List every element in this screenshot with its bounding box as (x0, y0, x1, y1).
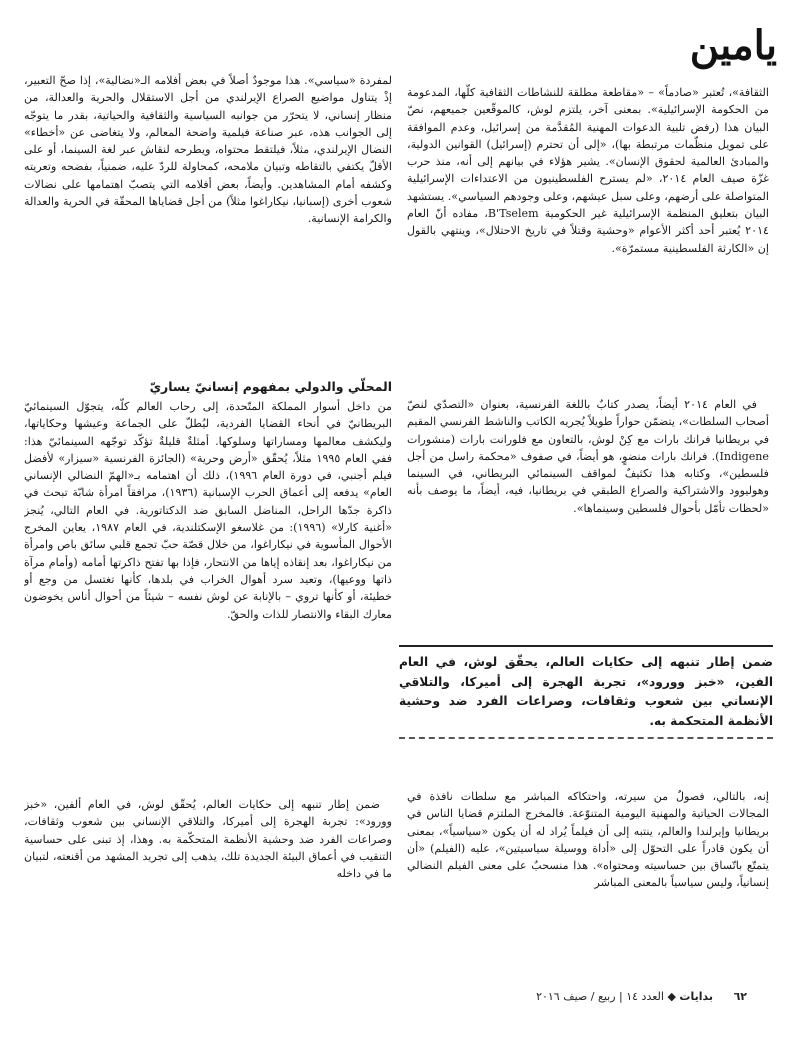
page-number: ٦٢ (733, 990, 747, 1003)
page-footer (0, 990, 799, 1010)
pull-quote-text: ضمن إطار تنبهه إلى حكايات العالم، يحقّق لوش، في العام الفين، «خبز وورود»، تجربة الهجرة إلى أميركا، والتلاقي الإنساني بين شعوب وثقافات، وصراعات الفرد ضد وحشية الأنظمة المتحكمة به. (399, 655, 773, 728)
body-paragraph: لمفردة «سياسي». هذا موجودٌ أصلاً في بعض أفلامه الـ«نضالية»، إذا صحّ التعبير، إذْ يتناول مواضيع الصراع الإيرلندي من أجل الاستقلال والحرية والعدالة، من منظار إنساني، لا يتحرّر من جوانبه السياسية والثقافية والحياتية، بقدر ما يتوجّه إلى الجوانب هذه، عبر صناعة فيلمية واضحة المعالم، ولا يتغاضى عن «أخطاء» النضال الإيرلندي، مثلاً، فيلتقط محتواه، ويطرحه لنقاش عبر لغة السينما، أو على الأقلّ يكتفي بالتقاطه وتبيان ملامحه، كمحاولة للردّ عليه، ضمنياً، بفضحه وتعريته وكشفه أمام المشاهدين. وأيضاً، بعض أفلامه التي يتصبّ اهتمامها على نضالات شعوب أخرى (إسبانيا، نيكاراغوا مثلاً) من أجل قضاياها المحقّة في الحرية والعدالة والكرامة الإنسانية. (24, 74, 392, 226)
body-paragraph: الثقافة»، تُعتبر «صادماً» – «مقاطعة مطلقة للنشاطات الثقافية كلّها، المدعومة من الحكومة الإسرائيلية». بمعنى آخر، يلتزم لوش، كالموقّعين جميعهم، نصّ البيان هذا (رفض تلبية الدعوات المهنية المُقدَّمة من إسرائيل، وعدم الموافقة على تمويل منظّمات مرتبطة بها)، «إلى أن تحترم (إسرائيل) القوانين الدولية، والمبادئ العالمية لحقوق الإنسان». يشير هؤلاء في بيانهم إلى أنه، منذ حرب غزّة صيف العام ٢٠١٤، «لم يسترح الفلسطينيون من الاعتداءات الإسرائيلية المتواصلة على أرضهم، وعلى سبل عيشهم، وعلى وجودهم السياسي». يستشهد البيان بتعليق المنظمة الإسرائيلية غير الحكومية B'Tselem، مفاده أنّ العام ٢٠١٤ يُعتبر أحد أكثر الأعوام «وحشية وقتلاً في تاريخ الاحتلال»، وينتهي بالقول إن «الكارثة الفلسطينية مستمرّة». (407, 86, 769, 255)
pull-quote (399, 645, 773, 769)
body-paragraph: من داخل أسوار المملكة المتّحدة، إلى رحاب العالم كلّه، يتجوّل السينمائيّ البريطانيّ في أنحاء القضايا الفردية، ليُطلّ على الجماعة وعيشها وحكاياتها، وليكشف معالمها ومساراتها وسلوكها. أمثلةٌ قليلةٌ تؤكّد توجّهه السينمائيّ هذا: ففي العام ١٩٩٥ مثلاً، يُحقّق «أرض وحرية» (الجائزة الفرنسية «سيزار» لأفضل فيلم أجنبي، في دورة العام ١٩٩٦)، ذلك أن اهتمامه بـ«الهمّ النضالي الإنساني العام» يدفعه إلى أعماق الحرب الإسبانية (١٩٣٦)، مرافقاً امرأة شابّة تبحث في ذاكرة جدّها الراحل، المناضل السابق ضد الدكتاتورية. في العام التالي، يُنجز «أغنية كارلا» (١٩٩٦): من غلاسغو الإسكتلندية، في العام ١٩٨٧، يعاين المخرج الأحوال المأسوية في نيكاراغوا، من خلال قصّة حبّ تجمع قلبي سائق باص وامرأة من نيكاراغوا، بعد إنقاذه إياها من الانتحار، فإذا بها تفتح ذاكرتها أمامه (وأمام مرآة ذاتها ووعيها)، وتعيد سرد أهوال الخراب في بلدها، كأنها تغتسل من وجع أو خطيئة، أو كأنها تروي – بالإنابة عن لوش نفسه – شيئاً من أحوال أناس يخوضون معارك البقاء والانتصار للذات والحقّ. (24, 400, 392, 621)
section-heading: المحلّي والدولي بمفهوم إنسانيّ يساريّ (149, 379, 392, 394)
body-paragraph: ضمن إطار تنبهه إلى حكايات العالم، يُحقّق لوش، في العام ألفين، «خبز وورود»: تجربة الهجرة إلى أميركا، والتلاقي الإنساني بين شعوب وثقافات، وصراعات الفرد ضد وحشية الأنظمة المتحكّمة به. وهذا، إذ تبنى على حساسية التنقيب في أعماق البيئة الجديدة تلك، يذهب إلى تجريد المشهد من أقنعته، لتبيان ما في داخله (24, 798, 392, 881)
body-paragraph: في العام ٢٠١٤ أيضاً، يصدر كتابٌ باللغة الفرنسية، بعنوان «التصدّي لنصّ أصحاب السلطات»، يتضمّن حواراً طويلاً يُجريه الكاتب والناشط الفرنسي المقيم في بريطانيا فرانك بارات مع كِنْ لوش، بالتعاون مع فلورانت بارات (منشورات Indigene). فرانك بارات منضوٍ، هو أيضاً، في صفوف «محكمة راسل من أجل فلسطين»، وكتابه هذا تكثيفٌ لمواقف السينمائي البريطاني، في السينما وهوليوود والاشتراكية والصراع الطبقي في بريطانيا، فيه، أيضاً، ما يوصف بأنه «لحظات تأمّل بأحوال فلسطين وسينماها». (407, 398, 769, 515)
left-column (24, 72, 392, 952)
journal-name: بدايات (679, 990, 713, 1003)
pull-quote-top-rule (399, 645, 773, 647)
issue-number: العدد ١٤ (626, 990, 664, 1003)
issue-date: ربيع / صيف ٢٠١٦ (536, 990, 616, 1003)
right-column-bottom (407, 788, 769, 978)
pull-quote-bottom-rule (399, 737, 773, 739)
author-name-header: يامين (689, 22, 777, 69)
right-column-top (407, 84, 769, 621)
diamond-icon: ◆ (667, 990, 676, 1003)
journal-info (536, 990, 713, 1003)
separator: | (619, 990, 623, 1003)
body-paragraph: إنه، بالتالي، فصولٌ من سيرته، واحتكاكه المباشر مع سلطات نافذة في المجالات الحياتية والمهنية اليومية المتنوّعة. فالمخرج الملتزم قضايا الناس في بريطانيا وإيرلندا والعالم، ينتبه إلى أن فيلماً يُراد له أن يكون «سياسياً»، بمعنى أن يكون قادراً على التحوّل إلى «أداة ووسيلة سياسيتين»، عليه (الفيلم) «أن يتمتّع باتّساق بين حساسيته ومحتواه». هذا منسحبٌ على معنى الفيلم النضالي إنسانياً، وليس سياسياً بالمعنى المباشر (407, 790, 769, 890)
